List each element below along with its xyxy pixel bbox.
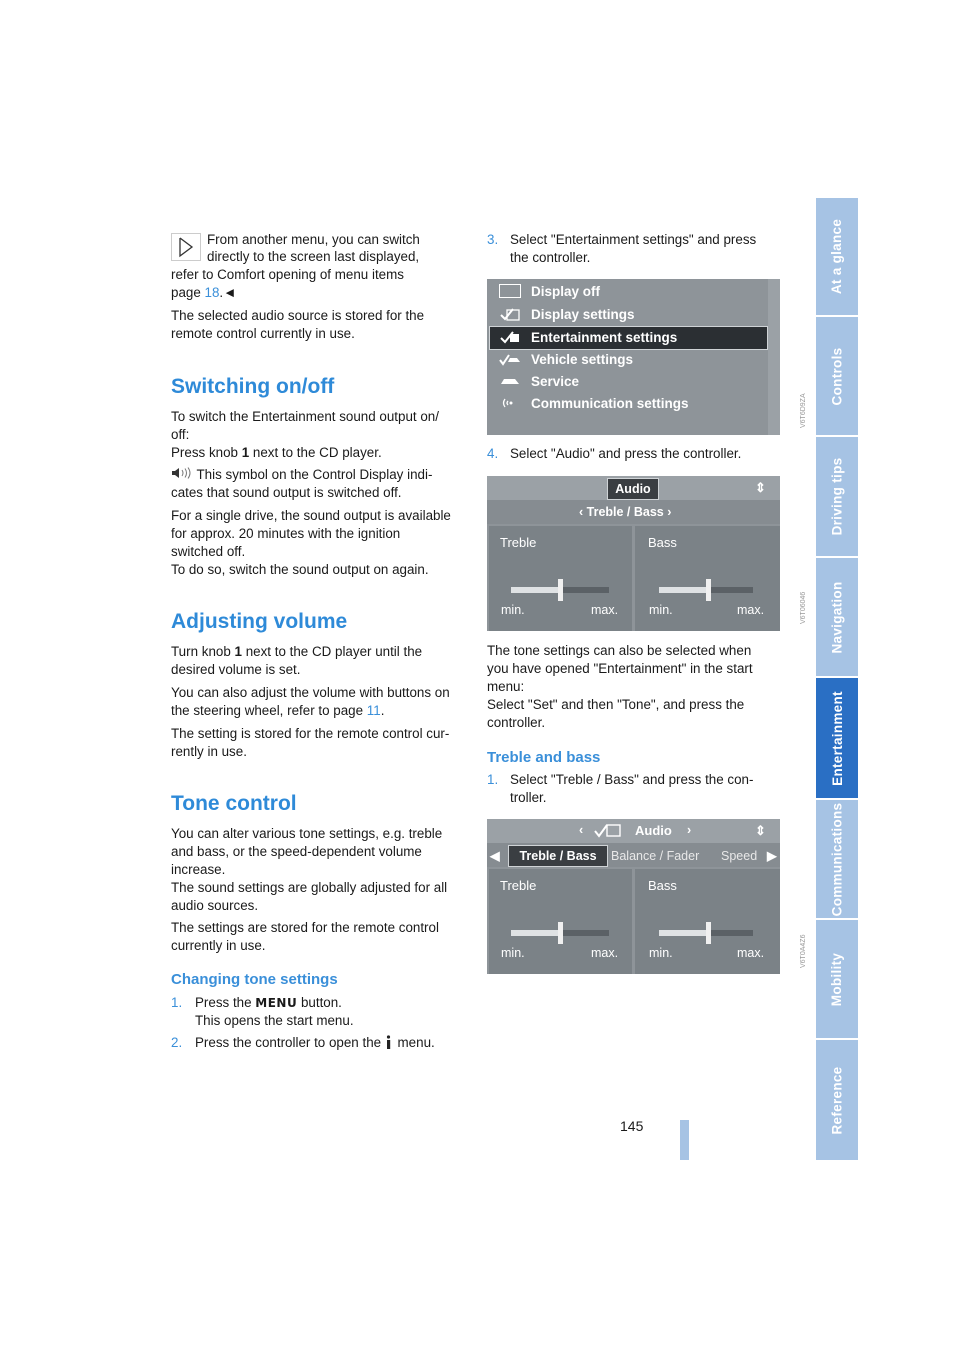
switching-text: switched off. bbox=[171, 544, 246, 559]
treble-slider[interactable] bbox=[511, 930, 609, 936]
note-line: refer to Comfort opening of menu items bbox=[171, 267, 404, 282]
mute-text: cates that sound output is switched off. bbox=[171, 485, 402, 500]
intro-line: remote control currently in use. bbox=[171, 326, 355, 341]
mute-text bbox=[171, 466, 432, 484]
settings-check-icon bbox=[593, 823, 623, 843]
slider-knob[interactable] bbox=[706, 922, 711, 944]
text: Turn knob bbox=[171, 644, 235, 659]
end-mark: .◄ bbox=[219, 285, 237, 300]
knob-number: 1 bbox=[234, 644, 242, 659]
bass-max: max. bbox=[737, 603, 765, 617]
sidebar-tab-at-a-glance[interactable] bbox=[816, 198, 858, 315]
after-text: menu: bbox=[487, 679, 525, 694]
step-text: the controller. bbox=[510, 250, 591, 265]
sidebar-tab-mobility[interactable] bbox=[816, 920, 858, 1038]
step-text bbox=[195, 994, 342, 1012]
info-icon bbox=[385, 1035, 394, 1054]
switching-text: for approx. 20 minutes with the ignition bbox=[171, 526, 401, 541]
text: Press knob bbox=[171, 445, 242, 460]
image-code: V6T6D9ZA bbox=[800, 393, 807, 428]
heading-changing: Changing tone settings bbox=[171, 971, 338, 988]
vehicle-icon bbox=[499, 352, 521, 366]
step-text: troller. bbox=[510, 790, 547, 805]
updown-arrows-icon: ⇕ bbox=[755, 823, 766, 838]
treble-max: max. bbox=[591, 603, 619, 617]
sidebar-tab-label: Controls bbox=[829, 347, 845, 405]
page-link-11[interactable]: 11 bbox=[366, 703, 381, 718]
bass-slider[interactable] bbox=[659, 930, 753, 936]
switching-text: To switch the Entertainment sound output on/ bbox=[171, 409, 439, 424]
switching-text: off: bbox=[171, 427, 190, 442]
menu-item-vehicle-settings[interactable] bbox=[487, 348, 780, 370]
slider-knob[interactable] bbox=[558, 922, 563, 944]
menu-label: Vehicle settings bbox=[531, 351, 634, 367]
step-text: Select "Audio" and press the controller. bbox=[510, 446, 742, 461]
intro-line: The selected audio source is stored for the bbox=[171, 308, 425, 323]
switching-text: For a single drive, the sound output is available bbox=[171, 508, 451, 523]
sidebar-tab-label: Mobility bbox=[829, 952, 845, 1006]
volume-text: You can also adjust the volume with buttons on bbox=[171, 685, 450, 700]
tab-speed[interactable]: Speed bbox=[721, 849, 758, 863]
audio-screenshot bbox=[487, 476, 780, 631]
step-text: This opens the start menu. bbox=[195, 1013, 354, 1028]
treble-min: min. bbox=[501, 946, 525, 960]
menu-label: Communication settings bbox=[531, 395, 689, 411]
slider-fill bbox=[511, 587, 559, 593]
communication-icon bbox=[499, 396, 521, 410]
text: next to the CD player until the bbox=[241, 644, 423, 659]
step-text: Select "Treble / Bass" and press the con- bbox=[510, 772, 754, 787]
slider-fill bbox=[659, 587, 707, 593]
bass-slider[interactable] bbox=[659, 587, 753, 593]
menu-label: Entertainment settings bbox=[531, 329, 678, 345]
heading-switching: Switching on/off bbox=[171, 375, 335, 398]
step-text: Select "Entertainment settings" and press bbox=[510, 232, 757, 247]
entertainment-icon bbox=[499, 330, 521, 344]
note-text: page bbox=[171, 285, 205, 300]
menu-item-display-settings[interactable] bbox=[487, 303, 780, 325]
treble-min: min. bbox=[501, 603, 525, 617]
step-number: 1. bbox=[171, 995, 183, 1010]
tone-text: currently in use. bbox=[171, 938, 266, 953]
treble-slider[interactable] bbox=[511, 587, 609, 593]
slider-knob[interactable] bbox=[558, 579, 563, 601]
tone-text: audio sources. bbox=[171, 898, 259, 913]
menu-label: Service bbox=[531, 373, 580, 389]
after-text: Select "Set" and then "Tone", and press the bbox=[487, 697, 745, 712]
right-arrow-icon: › bbox=[687, 823, 692, 837]
menu-item-service[interactable] bbox=[487, 370, 780, 392]
bass-min: min. bbox=[649, 603, 673, 617]
slider-fill bbox=[659, 930, 707, 936]
text: menu. bbox=[393, 1035, 435, 1050]
note-line: directly to the screen last displayed, bbox=[207, 249, 420, 264]
sidebar-tab-driving-tips[interactable] bbox=[816, 437, 858, 556]
image-code: V6T06046 bbox=[800, 591, 807, 624]
heading-volume: Adjusting volume bbox=[171, 610, 348, 633]
treble-label: Treble bbox=[500, 535, 537, 550]
slider-fill bbox=[511, 930, 559, 936]
after-text: The tone settings can also be selected when bbox=[487, 643, 752, 658]
tone-text: You can alter various tone settings, e.g. treble bbox=[171, 826, 443, 841]
slider-knob[interactable] bbox=[706, 579, 711, 601]
sidebar-tab-label: Reference bbox=[829, 1066, 845, 1134]
tab-left-arrow[interactable]: ◀ bbox=[490, 849, 500, 863]
note-line: From another menu, you can switch bbox=[207, 232, 420, 247]
treble-bass-screenshot bbox=[487, 819, 780, 974]
menu-item-display-off[interactable] bbox=[487, 280, 780, 302]
step-number: 4. bbox=[487, 446, 499, 461]
tone-text: and bass, or the speed-dependent volume bbox=[171, 844, 422, 859]
sidebar-tab-label: At a glance bbox=[829, 218, 845, 295]
volume-text bbox=[171, 702, 384, 720]
treble-label: Treble bbox=[500, 878, 537, 893]
audio-topbar bbox=[487, 819, 780, 843]
note-icon bbox=[171, 233, 201, 261]
tone-text: increase. bbox=[171, 862, 226, 877]
after-text: controller. bbox=[487, 715, 546, 730]
switching-text: To do so, switch the sound output on again. bbox=[171, 562, 429, 577]
after-text: you have opened "Entertainment" in the start bbox=[487, 661, 753, 676]
sidebar-tab-label: Driving tips bbox=[829, 457, 845, 536]
text: This symbol on the Control Display indi- bbox=[193, 467, 433, 482]
sidebar-tab-label: Communications bbox=[829, 802, 845, 916]
speaker-mute-icon bbox=[171, 466, 193, 484]
volume-text: The setting is stored for the remote control cur- bbox=[171, 726, 450, 741]
image-code: V6T0A4Z6 bbox=[800, 934, 807, 968]
text: next to the CD player. bbox=[249, 445, 382, 460]
tone-text: The settings are stored for the remote control bbox=[171, 920, 439, 935]
heading-tone: Tone control bbox=[171, 792, 297, 815]
checkbox-icon bbox=[499, 284, 521, 298]
text: the steering wheel, refer to page bbox=[171, 703, 367, 718]
audio-title: Audio bbox=[635, 823, 672, 838]
tone-text: The sound settings are globally adjusted for all bbox=[171, 880, 448, 895]
volume-text bbox=[171, 643, 422, 661]
subnav-treble-bass[interactable]: ‹ Treble / Bass › bbox=[579, 505, 672, 519]
display-check-icon bbox=[499, 307, 521, 321]
text: Press the bbox=[195, 995, 256, 1010]
volume-text: rently in use. bbox=[171, 744, 247, 759]
text: . bbox=[380, 703, 385, 718]
knob-number: 1 bbox=[241, 445, 250, 460]
sidebar-tab-reference[interactable] bbox=[816, 1040, 858, 1160]
menu-item-entertainment-settings[interactable] bbox=[487, 326, 780, 348]
sidebar-tab-navigation[interactable] bbox=[816, 558, 858, 676]
menu-item-communication-settings[interactable] bbox=[487, 392, 780, 414]
tab-right-arrow[interactable]: ▶ bbox=[767, 849, 777, 863]
treble-max: max. bbox=[591, 946, 619, 960]
bass-label: Bass bbox=[648, 535, 677, 550]
sidebar-tab-label: Entertainment bbox=[829, 690, 845, 786]
page-link-18[interactable]: 18 bbox=[204, 285, 220, 300]
sidebar-tab-label: Navigation bbox=[829, 580, 845, 654]
menu-label: Display settings bbox=[531, 306, 635, 322]
sidebar-tab-entertainment[interactable] bbox=[816, 678, 858, 798]
page-number: 145 bbox=[620, 1118, 644, 1134]
bass-max: max. bbox=[737, 946, 765, 960]
page-number-marker bbox=[680, 1120, 689, 1160]
volume-text: desired volume is set. bbox=[171, 662, 301, 677]
step-number: 3. bbox=[487, 232, 499, 247]
text: Press the controller to open the bbox=[195, 1035, 385, 1050]
step-number: 1. bbox=[487, 772, 499, 787]
tab-balance-fader[interactable]: Balance / Fader bbox=[611, 849, 700, 863]
step-number: 2. bbox=[171, 1035, 183, 1050]
tab-treble-bass[interactable]: Treble / Bass bbox=[508, 845, 608, 867]
note-line-page bbox=[171, 284, 236, 302]
step-text bbox=[195, 1034, 435, 1054]
bass-label: Bass bbox=[648, 878, 677, 893]
sidebar-tab-controls[interactable] bbox=[816, 317, 858, 435]
settings-menu-screenshot bbox=[487, 279, 780, 435]
sidebar-tab-communications[interactable] bbox=[816, 800, 858, 918]
service-car-icon bbox=[499, 374, 521, 388]
menu-button-label: MENU bbox=[255, 996, 298, 1010]
bass-min: min. bbox=[649, 946, 673, 960]
text: button. bbox=[297, 995, 342, 1010]
heading-treble-bass: Treble and bass bbox=[487, 749, 601, 766]
updown-arrows-icon: ⇕ bbox=[755, 480, 766, 495]
switching-text bbox=[171, 444, 382, 462]
tab-audio[interactable]: Audio bbox=[607, 478, 659, 500]
menu-label: Display off bbox=[531, 283, 601, 299]
left-arrow-icon: ‹ bbox=[579, 823, 584, 837]
